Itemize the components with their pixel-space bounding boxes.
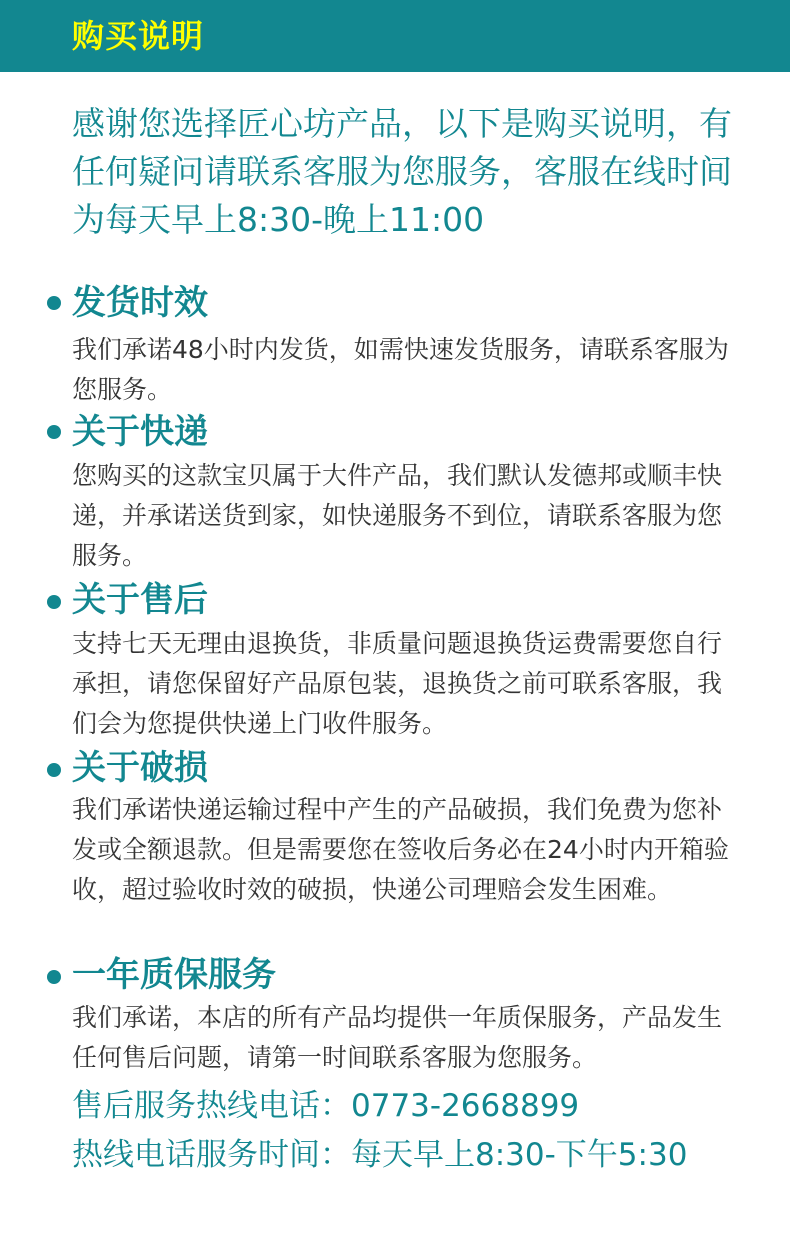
section-body: 我们承诺快递运输过程中产生的产品破损，我们免费为您补发或全额退款。但是需要您在签收后务必在24小时内开箱验收，超过验收时效的破损，快递公司理赔会发生困难。 — [72, 795, 729, 904]
header-bar — [0, 0, 790, 72]
section-title: 一年质保服务 — [72, 955, 276, 995]
section-title: 发货时效 — [72, 283, 208, 323]
bullet-dot-icon — [47, 763, 61, 777]
section-body: 您购买的这款宝贝属于大件产品，我们默认发德邦或顺丰快递，并承诺送货到家，如快递服务不到位，请联系客服为您服务。 — [72, 461, 723, 570]
section-title: 关于破损 — [72, 748, 208, 788]
section-body: 我们承诺，本店的所有产品均提供一年质保服务，产品发生任何售后问题，请第一时间联系客服为您服务。 — [72, 1003, 723, 1072]
section-title: 关于快递 — [72, 412, 208, 452]
after-sales-phone: 售后服务热线电话：0773-2668899 — [72, 1088, 580, 1124]
bullet-dot-icon — [47, 425, 61, 439]
bullet-dot-icon — [47, 595, 61, 609]
bullet-dot-icon — [47, 296, 61, 310]
bullet-dot-icon — [47, 970, 61, 984]
page-title: 购买说明 — [72, 17, 205, 55]
section-title: 关于售后 — [72, 580, 208, 620]
hotline-hours: 热线电话服务时间：每天早上8:30-下午5:30 — [72, 1137, 688, 1173]
section-body: 我们承诺48小时内发货，如需快速发货服务，请联系客服为您服务。 — [72, 335, 729, 404]
section-body: 支持七天无理由退换货，非质量问题退换货运费需要您自行承担，请您保留好产品原包装，退换货之前可联系客服，我们会为您提供快递上门收件服务。 — [72, 629, 723, 738]
intro-text: 感谢您选择匠心坊产品，以下是购买说明，有任何疑问请联系客服为您服务，客服在线时间为每天早上8:30-晚上11:00 — [72, 104, 732, 239]
